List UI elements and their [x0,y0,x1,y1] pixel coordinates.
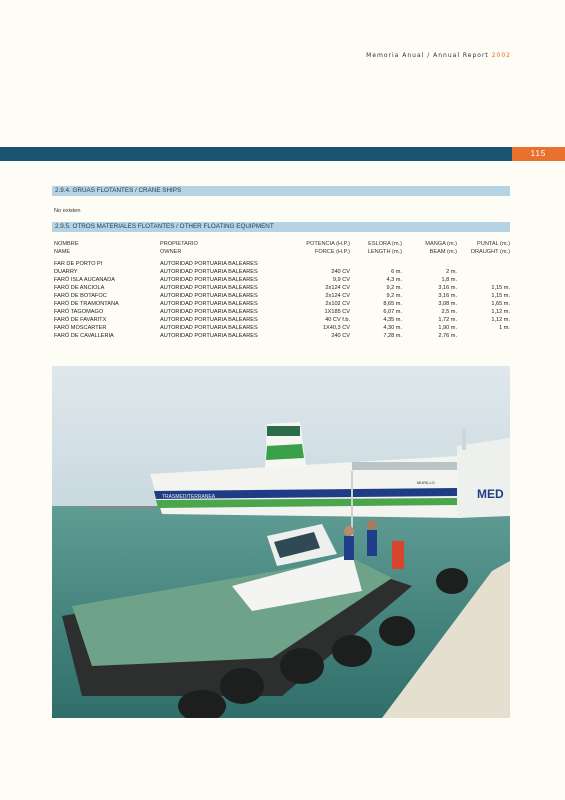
cell-owner: AUTORIDAD PORTUARIA BALEARES [160,285,258,291]
cell-name: FARÓ DE CAVALLERIA [54,333,114,339]
col-header-draught-es: PUNTAL (m.) [477,241,510,247]
table-row [54,292,510,300]
cell-owner: AUTORIDAD PORTUARIA BALEARES [160,261,258,267]
cell-name: FARÓ DE BOTAFOC [54,293,107,299]
cell-beam: 1,72 m. [438,317,457,323]
header-band [0,147,565,161]
distant-quay [87,506,157,509]
table-row [54,332,510,340]
cell-owner: AUTORIDAD PORTUARIA BALEARES [160,333,258,339]
cell-owner: AUTORIDAD PORTUARIA BALEARES [160,293,258,299]
cell-name: FARÓ DE FAVARITX [54,317,107,323]
cell-beam: 3,08 m. [438,301,457,307]
cell-draught: 1,15 m. [491,293,510,299]
cell-owner: AUTORIDAD PORTUARIA BALEARES [160,309,258,315]
cell-draught: 1,12 m. [491,317,510,323]
cell-power: 40 CV f.b. [325,317,350,323]
page-number: 115 [512,147,565,161]
cell-draught: 1 m. [499,325,510,331]
col-header-name-es: NOMBRE [54,241,79,247]
table-row [54,316,510,324]
cell-owner: AUTORIDAD PORTUARIA BALEARES [160,277,258,283]
cell-beam: 2,76 m. [438,333,457,339]
cell-draught: 1,15 m. [491,285,510,291]
cell-length [350,260,402,268]
cell-power: 240 CV [331,333,350,339]
cell-length: 6,07 m. [383,309,402,315]
table-row [54,276,510,284]
col-header-length-es: ESLORA (m.) [368,241,402,247]
cell-owner: AUTORIDAD PORTUARIA BALEARES [160,301,258,307]
cell-length: 9,2 m. [386,285,402,291]
ferry-hull-text: TRASMEDITERRANEA [162,494,216,500]
table-row [54,300,510,308]
cell-length: 9,2 m. [386,293,402,299]
cell-owner: AUTORIDAD PORTUARIA BALEARES [160,325,258,331]
cell-name: FARÓ MOSCARTER [54,325,107,331]
cell-length: 4,3 m. [386,277,402,283]
table-header-row-es [54,240,510,248]
cell-draught [457,276,510,284]
cell-beam [402,260,457,268]
cell-beam: 1,90 m. [438,325,457,331]
cell-length: 8,65 m. [383,301,402,307]
col-header-draught-en: DRAUGHT (m.) [470,249,510,255]
ferry2-text: MED [477,487,504,501]
cell-length: 6 m. [391,269,402,275]
cell-length: 4,35 m. [383,317,402,323]
cell-power [290,260,350,268]
cell-draught [457,260,510,268]
table-row [54,284,510,292]
col-header-name-en: NAME [54,249,71,255]
cell-name: FARÓ ISLA AUCANADA [54,277,115,283]
cell-power: 2x102 CV [325,301,350,307]
col-header-length-en: LENGTH (m.) [367,249,402,255]
table-row [54,268,510,276]
report-year: 2002 [491,52,511,59]
cell-name: DUARRY [54,269,78,275]
cell-power: 2x124 CV [325,293,350,299]
pilot-boat-photo [52,366,510,718]
report-title: Memoria Anual / Annual Report [366,52,489,59]
cell-power: 1X185 CV [324,309,350,315]
cell-draught [457,268,510,276]
cell-name: FARÓ DE TRAMONTANA [54,301,119,307]
col-header-beam-en: BEAM (m.) [429,249,457,255]
cell-power: 240 CV [331,269,350,275]
cell-length: 7,28 m. [383,333,402,339]
cell-owner: AUTORIDAD PORTUARIA BALEARES [160,317,258,323]
cell-power: 9,9 CV [332,277,350,283]
cell-length: 4,30 m. [383,325,402,331]
cell-beam: 2 m. [446,269,457,275]
col-header-owner-es: PROPIETARIO [160,241,198,247]
col-header-owner-en: OWNER [160,249,182,255]
table-row [54,308,510,316]
cell-draught: 1,12 m. [491,309,510,315]
cell-name: FARÓ TAGOMAGO [54,309,104,315]
table-header-row-en [54,248,510,256]
cell-beam: 3,16 m. [438,285,457,291]
cell-name: FAR DE PORTO PI [54,261,103,267]
cell-beam: 3,16 m. [438,293,457,299]
table-row [54,324,510,332]
ferry-name: MURILLO [417,480,435,485]
section-title-floating-equipment: 2.9.5. OTROS MATERIALES FLOTANTES / OTHER FLOATING EQUIPMENT [52,222,510,232]
table-row [54,260,510,268]
col-header-beam-es: MANGA (m.) [425,241,457,247]
cell-beam: 2,5 m. [441,309,457,315]
cell-power: 2x124 CV [325,285,350,291]
report-header-title [366,52,511,59]
floating-equipment-table [54,240,510,340]
section-title-crane-ships: 2.9.4. GRUAS FLOTANTES / CRANE SHIPS [52,186,510,196]
cell-owner: AUTORIDAD PORTUARIA BALEARES [160,269,258,275]
section-note: No existen [54,208,81,214]
cell-draught: 1,65 m. [491,301,510,307]
cell-beam: 1,8 m. [441,277,457,283]
cell-draught [457,332,510,340]
col-header-power-es: POTENCIA (H.P.) [306,241,350,247]
col-header-power-en: FORCE (H.P.) [314,249,350,255]
cell-power: 1X40,3 CV [322,325,350,331]
cell-name: FARÓ DE ANCIOLA [54,285,105,291]
